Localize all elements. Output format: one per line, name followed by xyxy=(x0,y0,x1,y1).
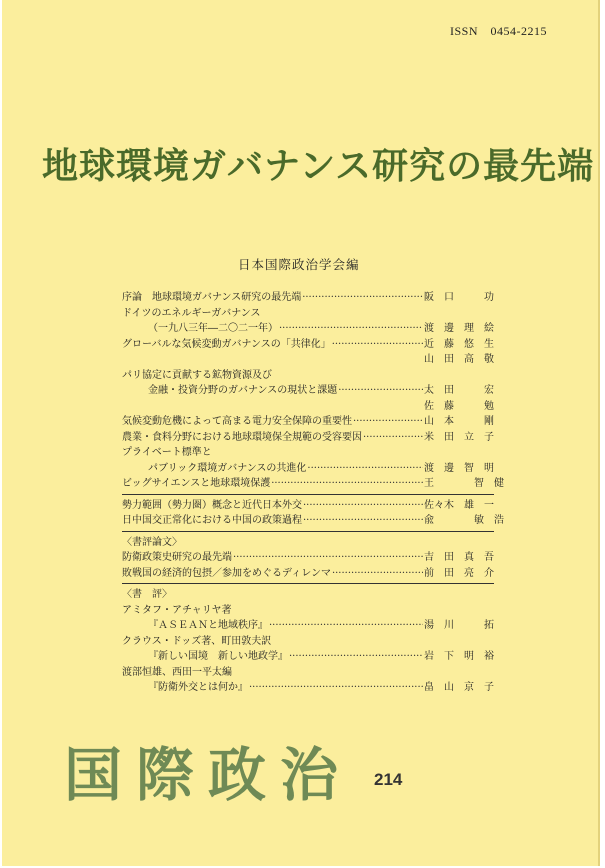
toc-entry-author: 近 藤 悠 生 xyxy=(424,338,494,350)
toc-entry-title: アミタフ・アチャリヤ著 xyxy=(122,604,232,616)
toc-entry-title: パブリック環境ガバナンスの共進化 xyxy=(148,462,307,474)
toc-entry xyxy=(122,383,494,399)
toc-entry xyxy=(122,649,494,665)
toc-leader-dots xyxy=(303,513,423,529)
journal-logo: 国際政治 xyxy=(64,741,353,809)
editor-credit: 日本国際政治学会編 xyxy=(238,257,360,272)
toc-entry xyxy=(122,461,494,477)
toc-entry-title: 農業・食料分野における地球環境保全規範の受容要因 xyxy=(122,431,362,443)
toc-leader-dots xyxy=(332,566,423,582)
toc-entry-author: 王 智 健 xyxy=(424,478,504,489)
toc-entry-title: 『新しい国境 新しい地政学』 xyxy=(148,651,288,662)
toc-entry xyxy=(122,587,494,603)
toc-leader-dots xyxy=(233,550,423,566)
section-divider xyxy=(122,583,494,584)
volume-number: 214 xyxy=(374,770,403,789)
toc-entry-title: 防衛政策史研究の最先端 xyxy=(122,552,232,563)
toc-entry xyxy=(122,634,494,650)
toc-entry xyxy=(122,513,504,529)
toc-entry-author: 山 田 高 敬 xyxy=(424,354,494,365)
toc-leader-dots xyxy=(279,321,423,337)
toc-entry-title: 日中国交正常化における中国の政策過程 xyxy=(122,515,302,526)
toc-entry xyxy=(122,321,494,337)
toc-leader-dots xyxy=(332,337,423,353)
toc-entry-author: 兪 敏 浩 xyxy=(424,515,504,526)
toc-entry-author: 湯 川 拓 xyxy=(424,620,494,631)
toc-leader-dots xyxy=(271,476,423,492)
toc-entry-author: 吉 田 真 吾 xyxy=(424,552,494,563)
toc-entry-title: 『防衛外交とは何か』 xyxy=(148,682,248,693)
toc-entry-title: グローバルな気候変動ガバナンスの「共律化」 xyxy=(122,338,331,350)
toc-leader-dots xyxy=(338,383,423,399)
toc-entry xyxy=(122,290,494,306)
toc-entry xyxy=(122,618,494,634)
toc-leader-dots xyxy=(307,461,423,477)
toc-leader-dots xyxy=(269,618,423,634)
toc-entry xyxy=(122,337,494,353)
toc-entry-title: 『ＡＳＥＡＮと地域秩序』 xyxy=(148,620,268,631)
toc-entry-title: パリ協定に貢献する鉱物資源及び xyxy=(122,369,272,381)
toc-leader-dots xyxy=(249,680,423,696)
toc-entry-author: 佐 藤 勉 xyxy=(424,400,494,412)
toc-entry xyxy=(122,535,494,551)
toc-entry xyxy=(122,399,494,415)
toc-entry xyxy=(122,498,494,514)
toc-entry xyxy=(122,368,494,384)
toc-entry-title: 気候変動危機によって高まる電力安全保障の重要性 xyxy=(122,416,352,427)
journal-cover xyxy=(2,0,600,866)
toc-entry xyxy=(122,352,494,368)
toc-entry-title: ビッグサイエンスと地球環境保護 xyxy=(122,478,271,489)
toc-entry-author: 阪 口 功 xyxy=(424,292,494,303)
toc-entry-author: 山 本 剛 xyxy=(424,416,494,427)
toc-entry xyxy=(122,550,494,566)
toc-entry-title: プライベート標準と xyxy=(122,447,212,458)
toc-entry-title: 金融・投資分野のガバナンスの現状と課題 xyxy=(148,385,338,396)
toc-entry-author: 前 田 亮 介 xyxy=(424,567,494,579)
toc-entry-title: 勢力範囲（勢力圏）概念と近代日本外交 xyxy=(122,499,302,511)
toc-leader-dots xyxy=(302,290,423,306)
toc-entry xyxy=(122,476,504,492)
toc-entry-author: 太 田 宏 xyxy=(424,385,494,396)
toc-leader-dots xyxy=(363,430,423,446)
toc-entry-author: 渡 邊 理 絵 xyxy=(424,323,494,334)
toc-entry xyxy=(122,566,494,582)
table-of-contents xyxy=(122,290,504,696)
section-divider xyxy=(122,531,494,532)
toc-entry-title: ドイツのエネルギーガバナンス xyxy=(122,307,261,319)
toc-entry xyxy=(122,414,494,430)
toc-entry-author: 佐々木 雄 一 xyxy=(424,499,494,511)
toc-entry-title: クラウス・ドッズ著、町田敦夫訳 xyxy=(122,635,272,647)
toc-entry-title: 渡部恒雄、西田一平太編 xyxy=(122,666,232,678)
toc-entry-title: （一九八三年―二〇二一年） xyxy=(148,323,278,334)
toc-entry-title: 〈書評論文〉 xyxy=(122,536,182,548)
toc-entry xyxy=(122,306,494,322)
toc-entry xyxy=(122,665,494,681)
cover-title: 地球環境ガバナンス研究の最先端 xyxy=(42,145,595,187)
toc-entry xyxy=(122,445,494,461)
toc-entry-title: 敗戦国の経済的包摂／参加をめぐるディレンマ xyxy=(122,567,331,579)
toc-leader-dots xyxy=(289,649,423,665)
toc-leader-dots xyxy=(353,414,423,430)
toc-entry-author: 米 田 立 子 xyxy=(424,431,494,443)
toc-entry-title: 〈書 評〉 xyxy=(122,589,172,600)
toc-entry xyxy=(122,603,494,619)
toc-entry-author: 渡 邊 智 明 xyxy=(424,462,494,474)
section-divider xyxy=(122,494,494,495)
toc-entry xyxy=(122,680,494,696)
toc-entry-author: 岩 下 明 裕 xyxy=(424,651,494,662)
toc-entry-author: 畠 山 京 子 xyxy=(424,682,494,693)
toc-entry xyxy=(122,430,494,446)
toc-entry-title: 序論 地球環境ガバナンス研究の最先端 xyxy=(122,292,302,303)
issn-label: ISSN 0454-2215 xyxy=(450,24,548,38)
toc-leader-dots xyxy=(303,498,423,514)
